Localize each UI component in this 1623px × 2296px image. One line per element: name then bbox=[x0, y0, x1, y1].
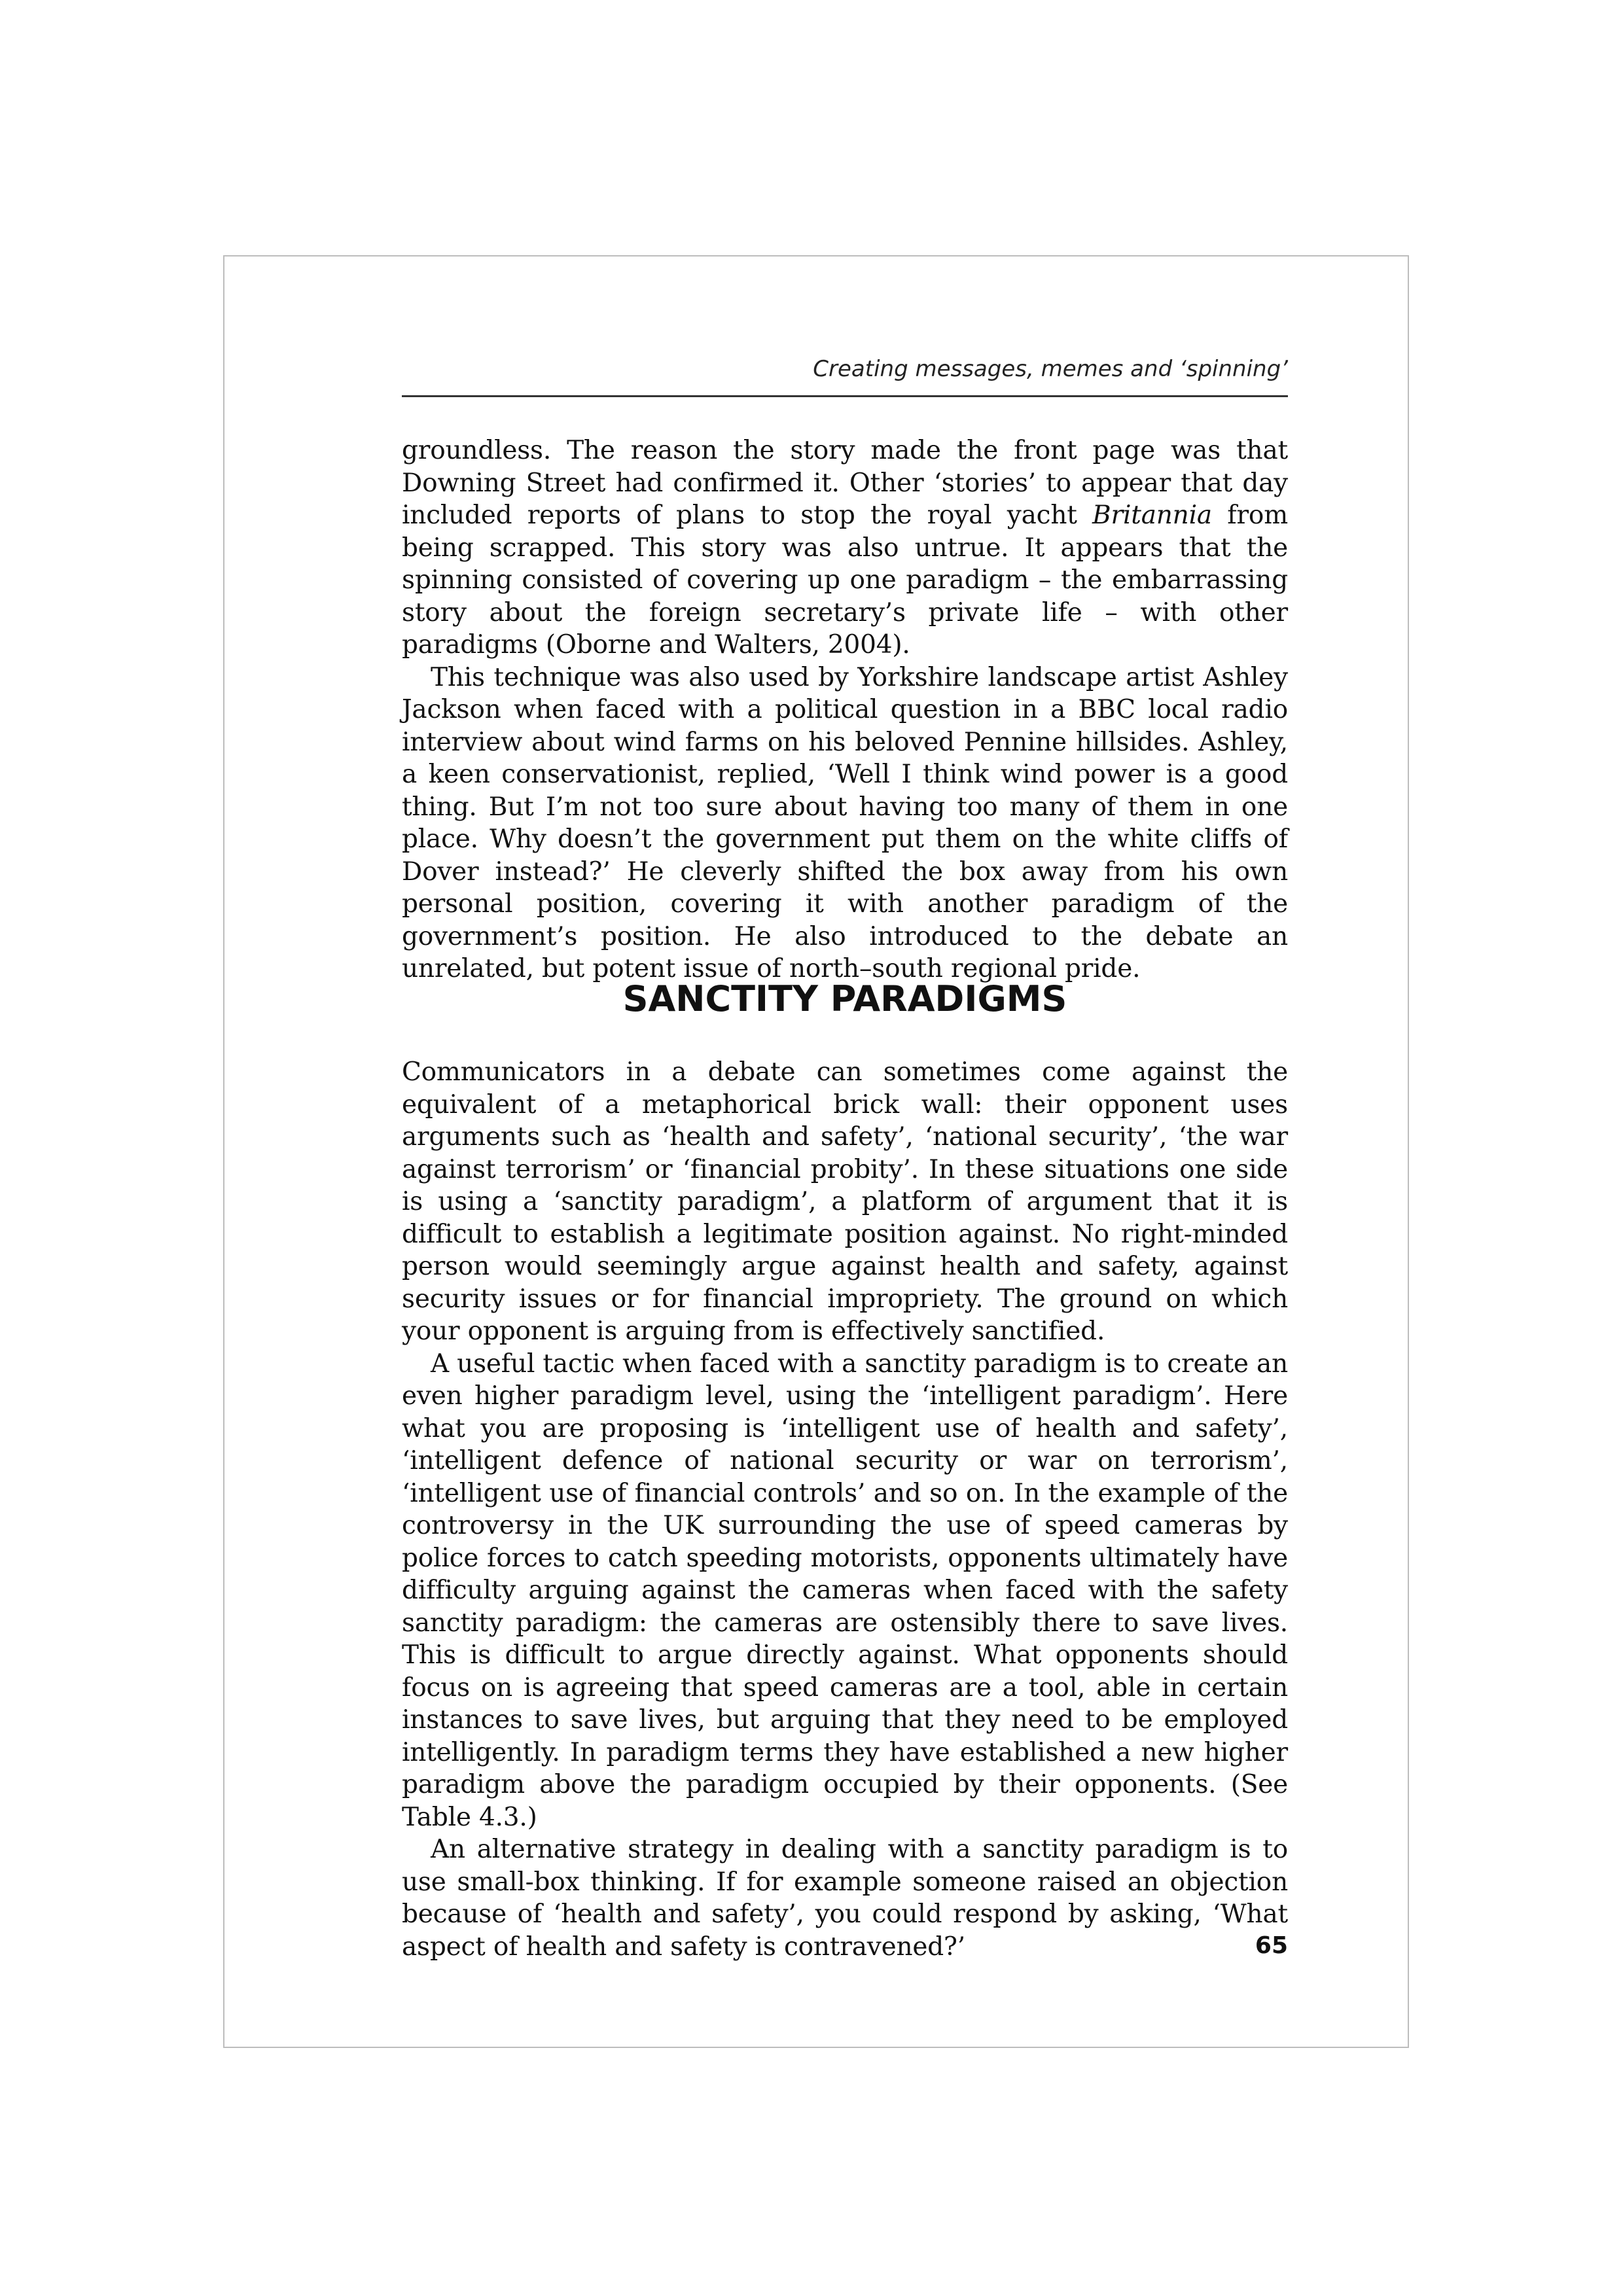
paragraph-text: groundless. The reason the story made the front page was that Downing Street had confirmed it. Other ‘stories’ to appear that day included reports of plans to stop the royal yacht bbox=[402, 436, 1288, 530]
page-number: 65 bbox=[1255, 1932, 1288, 1959]
paragraph-intelligent-paradigm: A useful tactic when faced with a sanctity paradigm is to create an even higher paradigm level, using the ‘intelligent paradigm’. Here what you are proposing is ‘intelligent use of health and safety’, ‘intelligent defence of national security or war on terrorism’, ‘intelligent use of financial controls’ and so on. In the example of the controversy in the UK surrounding the use of speed cameras by police forces to catch speeding motorists, opponents ultimately have difficulty arguing against the cameras when faced with the safety sanctity paradigm: the cameras are ostensibly there to save lives. This is difficult to argue directly against. What opponents should focus on is agreeing that speed cameras are a tool, able in certain instances to save lives, but arguing that they need to be employed intelligently. In paradigm terms they have established a new higher paradigm above the paradigm occupied by their opponents. (See Table 4.3.) bbox=[402, 1349, 1288, 1832]
header-rule bbox=[402, 395, 1288, 397]
paragraph-small-box: An alternative strategy in dealing with a sanctity paradigm is to use small-box thinking. If for example someone raised an objection because of ‘health and safety’, you could respond by asking, ‘What aspect of health and safety is contravened?’ bbox=[402, 1835, 1288, 1962]
paragraph-ashley-jackson: This technique was also used by Yorkshire landscape artist Ashley Jackson when faced with a political question in a BBC local radio interview about wind farms on his beloved Pennine hillsides. Ashley, a keen conservationist, replied, ‘Well I think wind power is a good thing. But I’m not too sure about having too many of them in one place. Why doesn’t the government put them on the white cliffs of Dover instead?’ He cleverly shifted the box away from his own personal position, covering it with another paradigm of the government’s position. He also introduced to the debate an unrelated, but potent issue of north–south regional pride. bbox=[402, 662, 1288, 983]
paragraph-sanctity-intro: Communicators in a debate can sometimes come against the equivalent of a metaphorical brick wall: their opponent uses arguments such as ‘health and safety’, ‘national security’, ‘the war against terrorism’ or ‘financial probity’. In these situations one side is using a ‘sanctity paradigm’, a platform of argument that it is difficult to establish a legitimate position against. No right-minded person would seemingly argue against health and safety, against security issues or for financial impropriety. The ground on which your opponent is arguing from is effectively sanctified. bbox=[402, 1057, 1288, 1346]
body-text-top bbox=[402, 434, 1288, 985]
paragraph-continued bbox=[402, 434, 1288, 662]
italic-ship-name: Britannia bbox=[1092, 501, 1212, 530]
paragraph-text: from being scrapped. This story was also untrue. It appears that the spinning consisted of covering up one paradigm – the embarrassing story about the foreign secretary’s private life – with other paradigms (Oborne and Walters, 2004). bbox=[402, 501, 1288, 660]
body-text-section bbox=[402, 1056, 1288, 1963]
section-heading: SANCTITY PARADIGMS bbox=[622, 978, 1067, 1019]
running-head: Creating messages, memes and ‘spinning’ bbox=[813, 356, 1288, 382]
